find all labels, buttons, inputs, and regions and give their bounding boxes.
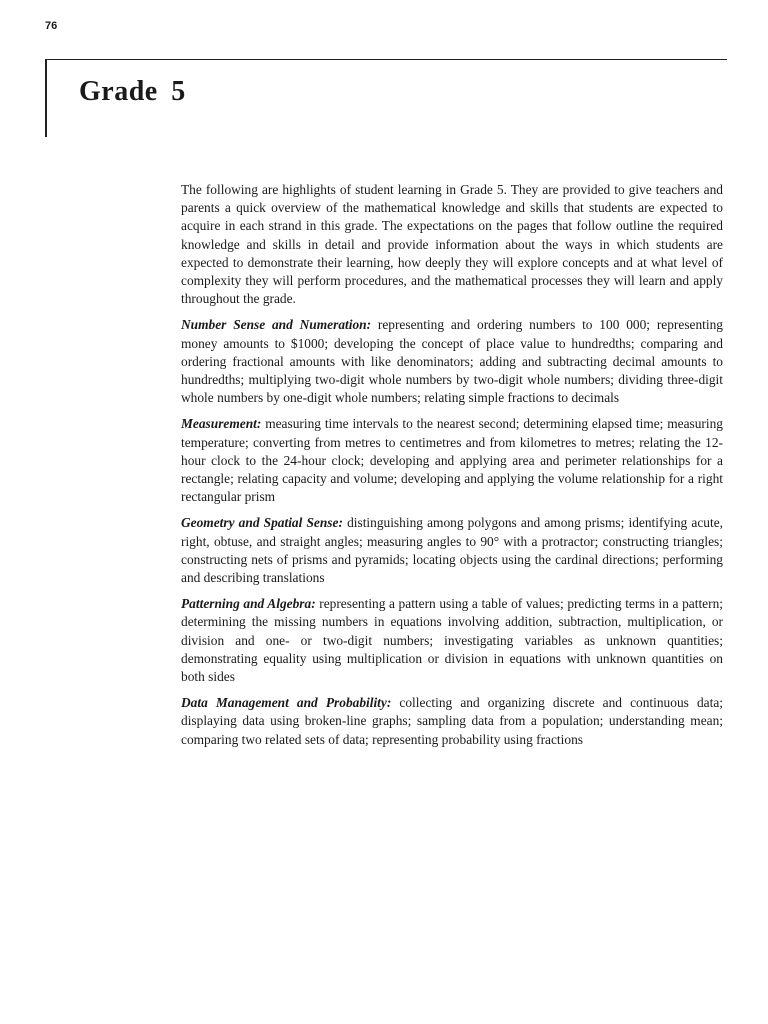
strand-heading: Measurement: bbox=[181, 416, 262, 432]
strand-heading: Patterning and Algebra: bbox=[181, 596, 316, 612]
strand-description: representing a pattern using a table of values; predicting terms in a pattern; determining the missing numbers in equations involving addition, subtraction, multiplication, or division and one- or two-digit numbers; investigating variables as unknown quantities; demonstrating equality using multiplication or division in equations with unknown quantities on both sides bbox=[181, 596, 723, 685]
strand-patterning bbox=[181, 595, 723, 686]
page-title: Grade 5 bbox=[79, 76, 186, 107]
strand-heading: Data Management and Probability: bbox=[181, 695, 392, 711]
strand-measurement bbox=[181, 415, 723, 506]
strand-description: distinguishing among polygons and among prisms; identifying acute, right, obtuse, and straight angles; measuring angles to 90° with a protractor; constructing triangles; constructing nets of prisms and pyramids; locating objects using the cardinal directions; performing and describing translations bbox=[181, 515, 723, 586]
strand-number-sense bbox=[181, 316, 723, 407]
header-rule-horizontal bbox=[45, 59, 727, 60]
intro-paragraph: The following are highlights of student learning in Grade 5. They are provided to give teachers and parents a quick overview of the mathematical knowledge and skills that students are expected to acquire in each strand in this grade. The expectations on the pages that follow outline the required knowledge and skills in detail and provide information about the ways in which students are expected to demonstrate their learning, how deeply they will explore concepts and at what level of complexity they will perform procedures, and the mathematical processes they will learn and apply throughout the grade. bbox=[181, 182, 723, 307]
strand-heading: Number Sense and Numeration: bbox=[181, 317, 372, 333]
highlights-body bbox=[181, 181, 723, 757]
strand-description: measuring time intervals to the nearest second; determining elapsed time; measuring temperature; converting from metres to centimetres and from kilometres to metres; relating the 12-hour clock to the 24-hour clock; developing and applying area and perimeter relationships for a rectangle; relating capacity and volume; developing and applying the volume relationship for a right rectangular prism bbox=[181, 416, 723, 505]
strand-geometry bbox=[181, 514, 723, 587]
page-number: 76 bbox=[45, 20, 58, 32]
strand-data-management bbox=[181, 694, 723, 749]
strand-description: collecting and organizing discrete and continuous data; displaying data using broken-line graphs; sampling data from a population; understanding mean; comparing two related sets of data; representing probability using fractions bbox=[181, 695, 723, 747]
header-rule-vertical bbox=[45, 59, 47, 137]
strand-heading: Geometry and Spatial Sense: bbox=[181, 515, 343, 531]
strand-description: representing and ordering numbers to 100 000; representing money amounts to $1000; developing the concept of place value to hundredths; comparing and ordering fractional amounts with like denominators; adding and subtracting decimal amounts to hundredths; multiplying two-digit whole numbers by two-digit whole numbers; dividing three-digit whole numbers by one-digit whole numbers; relating simple fractions to decimals bbox=[181, 317, 723, 406]
